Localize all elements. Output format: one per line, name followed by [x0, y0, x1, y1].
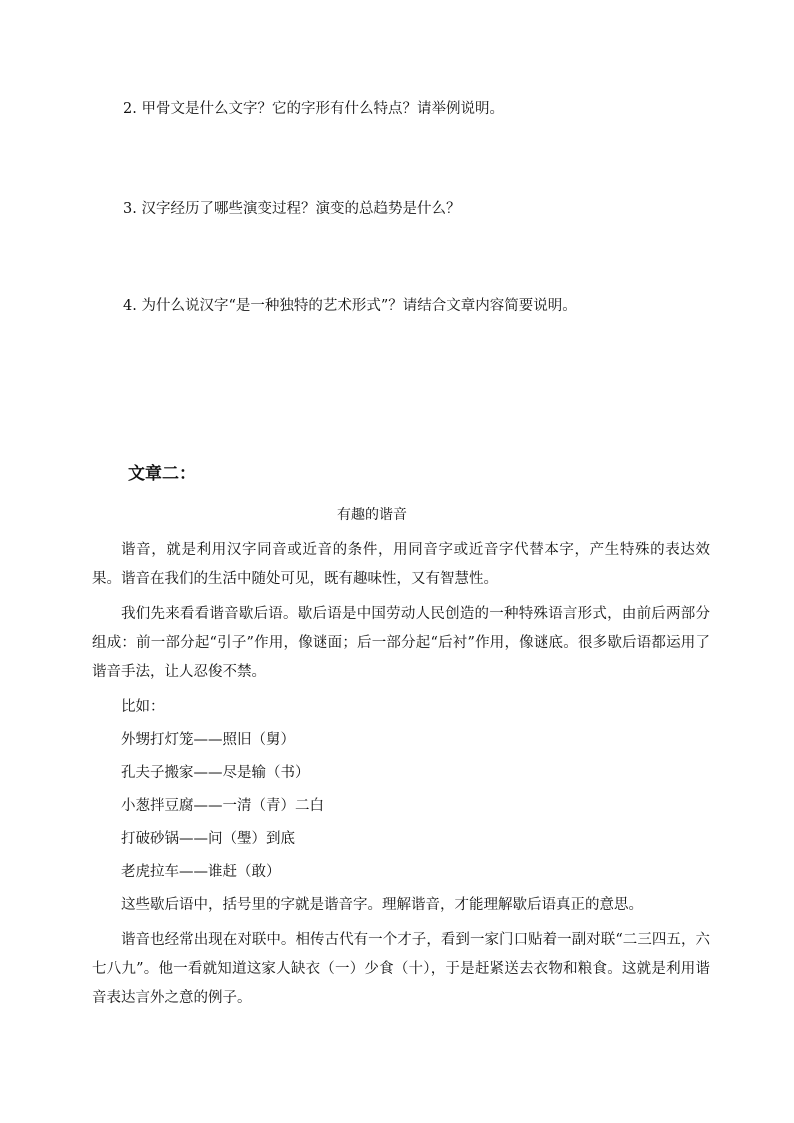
article-body: [92, 536, 710, 1019]
article-title: 有趣的谐音: [337, 507, 407, 523]
section-heading: 文章二：: [128, 464, 196, 484]
question-3: 3. 汉字经历了哪些演变过程？演变的总趋势是什么？: [123, 201, 461, 217]
paragraph-xiehouyu: 我们先来看看谐音歇后语。歇后语是中国劳动人民创造的一种特殊语言形式，由前后两部分组成：前一部分起“引子”作用，像谜面；后一部分起“后衬”作用，像谜底。很多歇后语都运用了谐音手法，让人忍俊不禁。: [92, 606, 710, 680]
paragraph-couplet: 谐音也经常出现在对联中。相传古代有一个才子，看到一家门口贴着一副对联“二三四五，六七八九”。他一看就知道这家人缺衣（一）少食（十），于是赶紧送去衣物和粮食。这就是利用谐音表达言外之意的例子。: [92, 932, 710, 1006]
example-item: 老虎拉车——谁赶（敢）: [121, 864, 281, 880]
example-intro: 比如：: [121, 699, 165, 715]
example-item: 小葱拌豆腐——一清（青）二白: [121, 798, 324, 814]
example-item: 孔夫子搬家——尽是输（书）: [121, 765, 310, 781]
example-item: 打破砂锅——问（璺）到底: [121, 831, 295, 847]
question-4: 4. 为什么说汉字“是一种独特的艺术形式”？请结合文章内容简要说明。: [123, 298, 577, 314]
paragraph-intro: 谐音，就是利用汉字同音或近音的条件，用同音字或近音字代替本字，产生特殊的表达效果。谐音在我们的生活中随处可见，既有趣味性，又有智慧性。: [92, 542, 710, 587]
paragraph-explanation: 这些歇后语中，括号里的字就是谐音字。理解谐音，才能理解歇后语真正的意思。: [121, 897, 643, 913]
question-2: 2. 甲骨文是什么文字？它的字形有什么特点？请举例说明。: [123, 101, 504, 117]
example-item: 外甥打灯笼——照旧（舅）: [121, 732, 295, 748]
